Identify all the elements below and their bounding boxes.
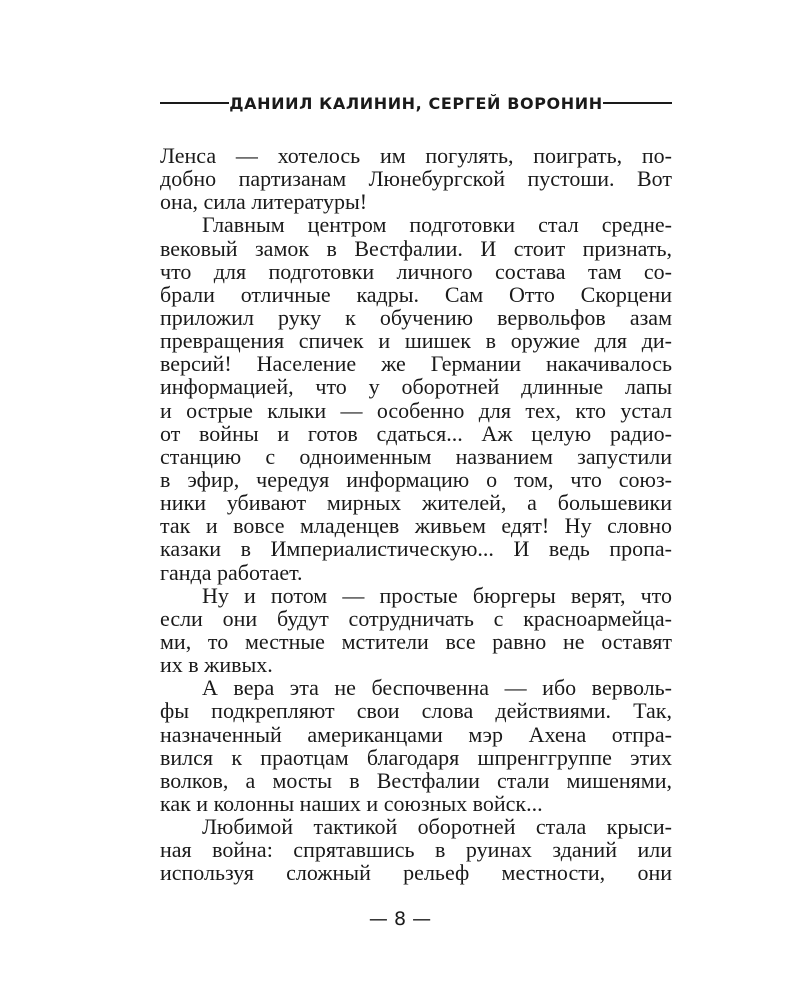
- text-line: волков, а мосты в Вестфалии стали мишенями,: [160, 767, 672, 793]
- text-line: вился к праотцам благодаря шпренггруппе этих: [160, 744, 672, 770]
- text-line: их в живых.: [160, 652, 273, 678]
- text-line: ми, то местные мстители все равно не оставят: [160, 628, 672, 654]
- text-line: Ленса — хотелось им погулять, поиграть, по-: [160, 143, 672, 168]
- text-line: ганда работает.: [160, 559, 303, 585]
- text-line: и острые клыки — особенно для тех, кто устал: [160, 397, 672, 423]
- text-line: казаки в Империалистическую... И ведь пропа-: [160, 536, 672, 562]
- text-line: приложил руку к обучению вервольфов азам: [160, 304, 672, 330]
- text-line: фы подкрепляют свои слова действиями. Так,: [160, 698, 672, 724]
- text-line: А вера эта не беспочвенна — ибо верволь-: [202, 675, 672, 701]
- text-line: превращения спичек и шишек в оружие для ди-: [160, 328, 672, 354]
- text-line: брали отличные кадры. Сам Отто Скорцени: [160, 281, 672, 307]
- text-line: добно партизанам Люнебургской пустоши. Вот: [160, 166, 672, 192]
- running-header: [160, 91, 672, 115]
- text-line: версий! Население же Германии накачивалось: [160, 351, 672, 377]
- text-line: в эфир, чередуя информацию о том, что союз-: [160, 466, 672, 492]
- text-line: информацией, что у оборотней длинные лапы: [160, 374, 672, 400]
- text-line: назначенный американцами мэр Ахена отпра-: [160, 721, 672, 747]
- header-rule-left: [160, 102, 229, 104]
- text-line: как и колонны наших и союзных войск...: [160, 790, 543, 816]
- text-line: она, сила литературы!: [160, 189, 368, 215]
- text-line: что для подготовки личного состава там со-: [160, 258, 672, 284]
- text-line: от войны и готов сдаться... Аж целую радио-: [160, 420, 672, 446]
- text-line: вековый замок в Вестфалии. И стоит признать,: [160, 235, 672, 261]
- text-line: используя сложный рельеф местности, они: [160, 860, 672, 886]
- text-line: Главным центром подготовки стал средне-: [202, 212, 672, 238]
- header-authors: ДАНИИЛ КАЛИНИН, СЕРГЕЙ ВОРОНИН: [229, 93, 603, 113]
- page-number: — 8 —: [368, 908, 432, 930]
- text-line: Ну и потом — простые бюргеры верят, что: [202, 582, 672, 608]
- text-line: если они будут сотрудничать с красноармейца-: [160, 605, 672, 631]
- text-line: Любимой тактикой оборотней стала крыси-: [202, 814, 672, 840]
- text-line: станцию с одноименным названием запустили: [160, 443, 672, 469]
- body-text: [160, 144, 672, 885]
- text-line: ники убивают мирных жителей, а большевики: [160, 490, 672, 516]
- header-rule-right: [603, 102, 672, 104]
- text-line: ная война: спрятавшись в руинах зданий или: [160, 837, 672, 863]
- text-line: так и вовсе младенцев живьем едят! Ну словно: [160, 513, 672, 539]
